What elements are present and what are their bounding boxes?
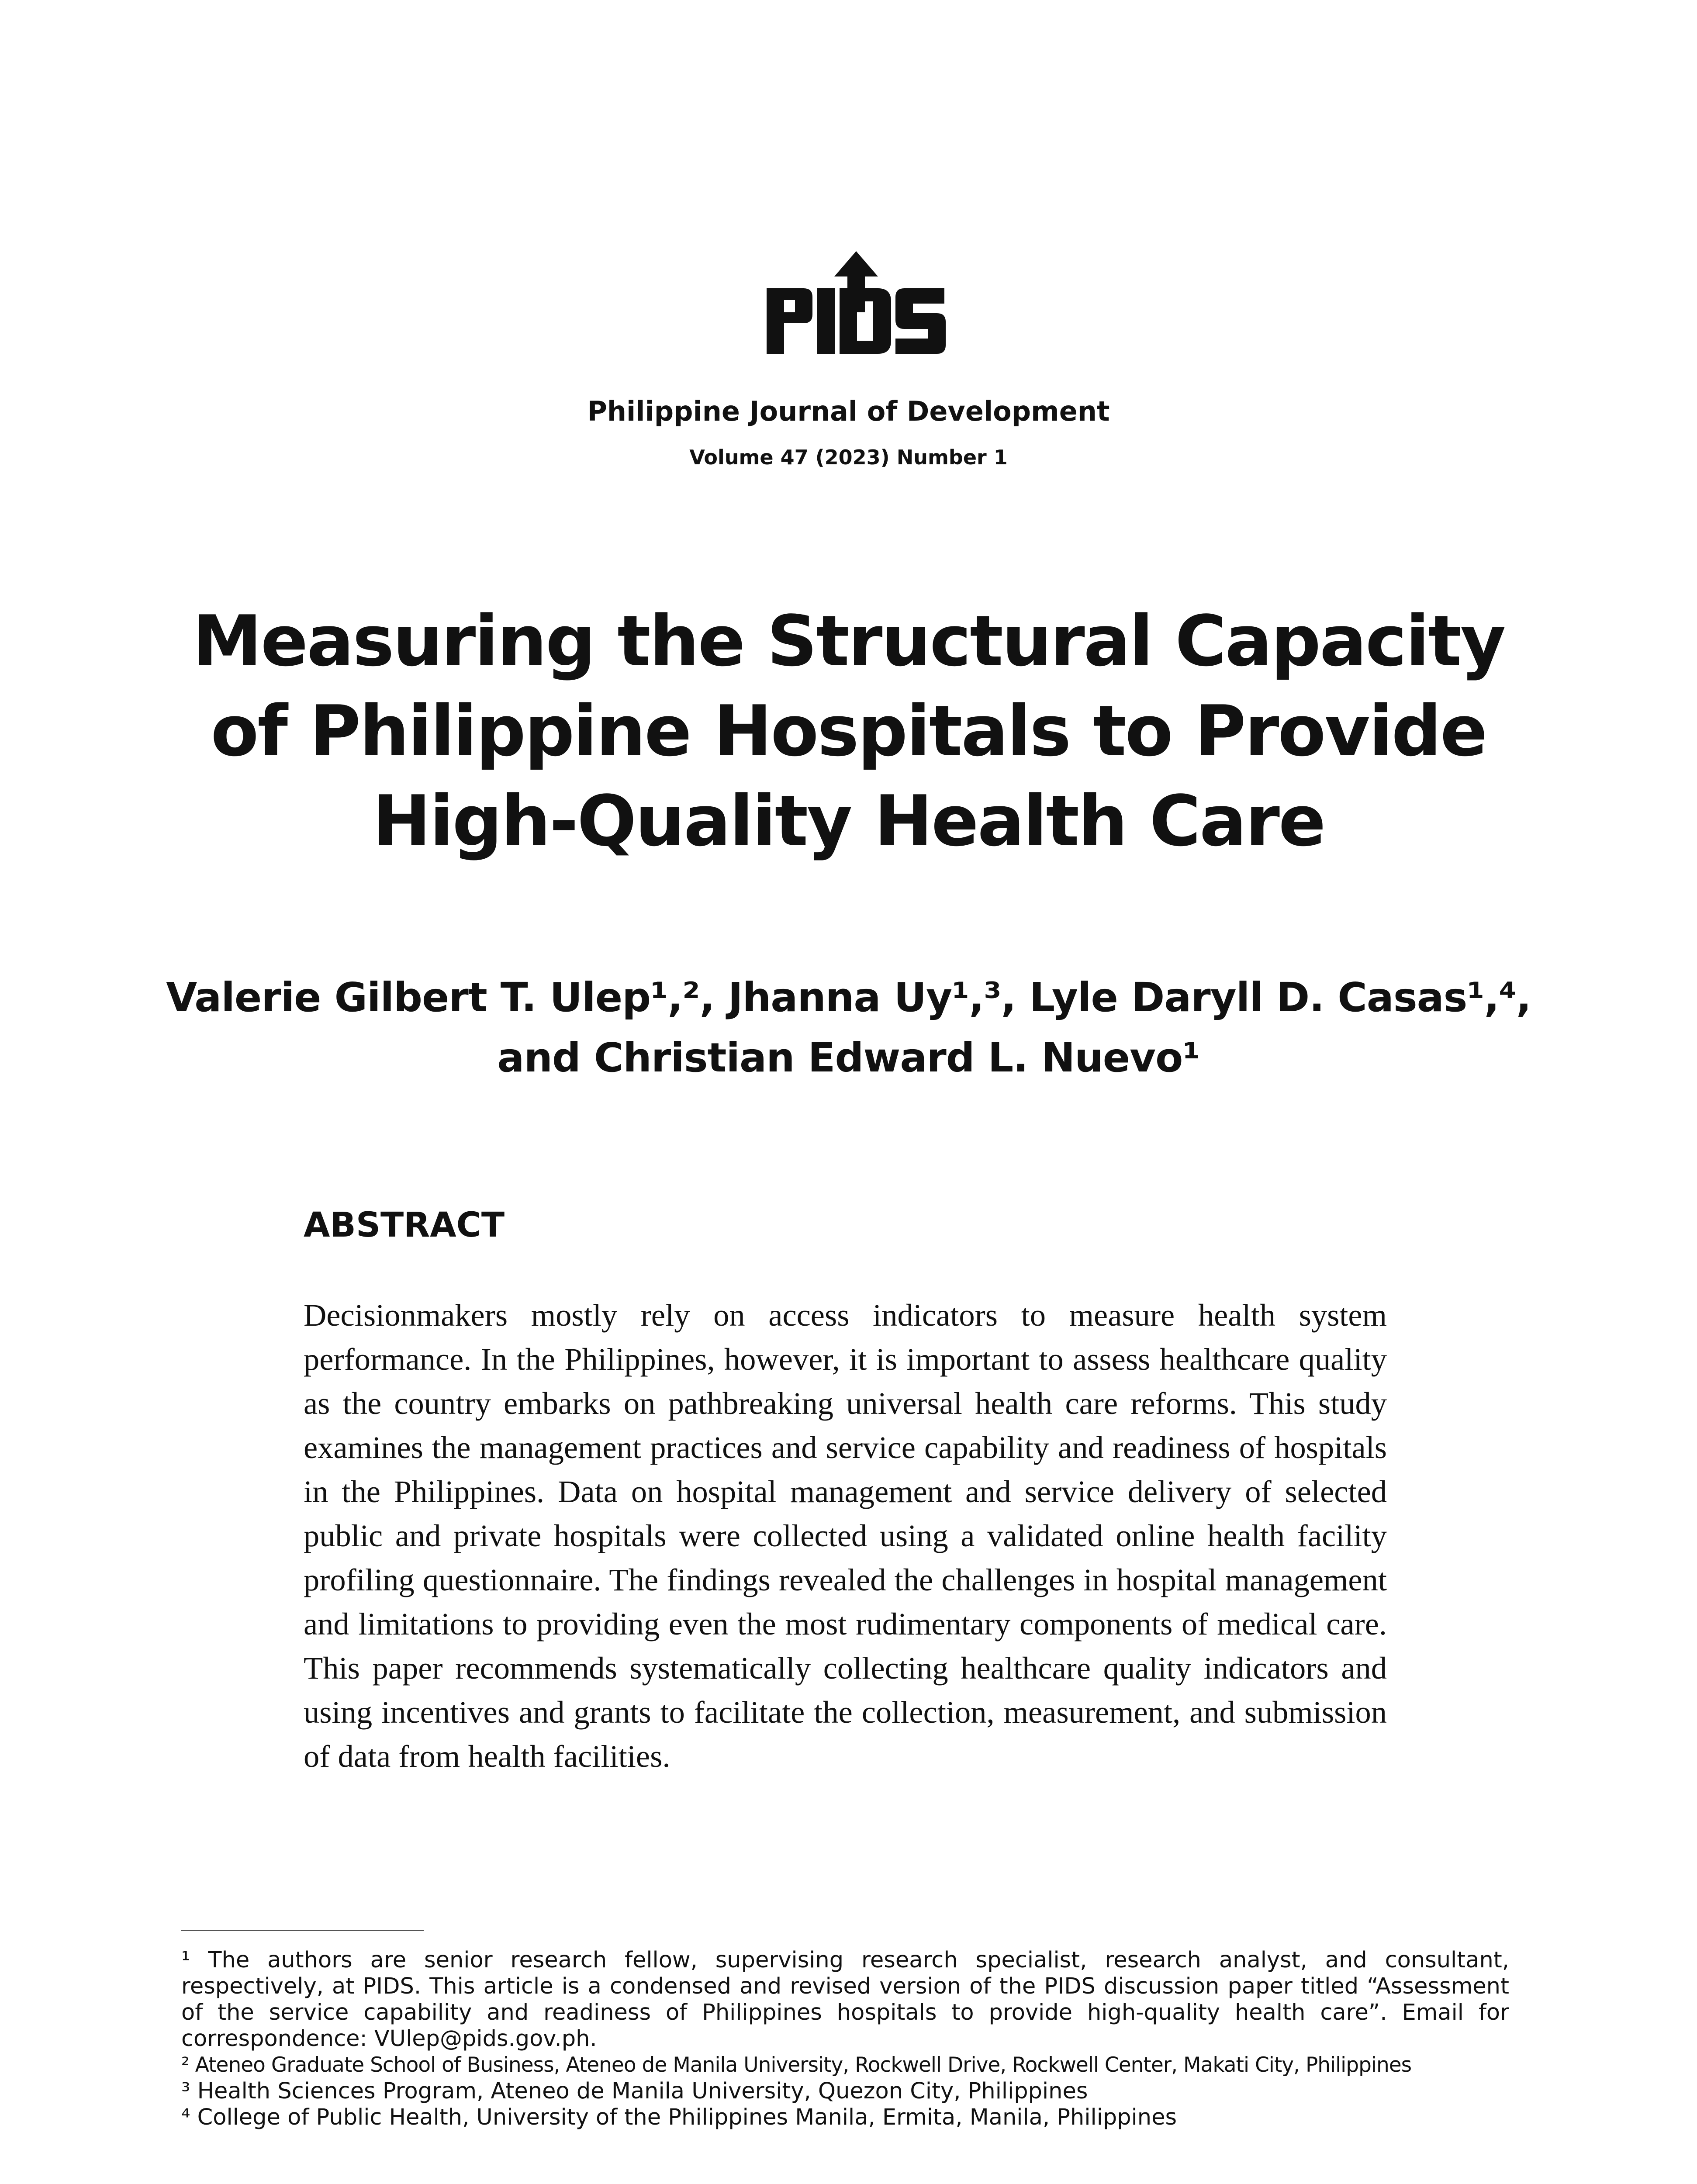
title-line: of Philippine Hospitals to Provide bbox=[211, 690, 1486, 772]
article-title bbox=[166, 596, 1531, 866]
title-line: Measuring the Structural Capacity bbox=[192, 600, 1505, 682]
footnotes bbox=[181, 1947, 1509, 2131]
title-line: High-Quality Health Care bbox=[372, 780, 1325, 862]
footnote-1: ¹ The authors are senior research fellow, supervising research specialist, research analyst, and consultant, respectively, at PIDS. This article is a condensed and revised version of the PIDS discussion paper titled “Assessment of the service capability and readiness of Philippines hospitals to provide high-quality health care”. Email for correspondence: VUlep@pids.gov.ph. bbox=[181, 1947, 1509, 2052]
footnote-divider bbox=[181, 1930, 424, 1931]
abstract-heading: ABSTRACT bbox=[304, 1206, 505, 1245]
journal-name: Philippine Journal of Development bbox=[587, 395, 1110, 427]
footnote-4: ⁴ College of Public Health, University of the Philippines Manila, Ermita, Manila, Philippines bbox=[181, 2105, 1177, 2130]
journal-volume: Volume 47 (2023) Number 1 bbox=[689, 446, 1008, 469]
pids-logo bbox=[764, 251, 948, 356]
author-line: and Christian Edward L. Nuevo¹ bbox=[497, 1034, 1200, 1081]
author-line: Valerie Gilbert T. Ulep¹,², Jhanna Uy¹,³, Lyle Daryll D. Casas¹,⁴, bbox=[166, 974, 1531, 1021]
author-list bbox=[131, 968, 1566, 1088]
footnote-3: ³ Health Sciences Program, Ateneo de Manila University, Quezon City, Philippines bbox=[181, 2078, 1088, 2104]
footnote-2: ² Ateneo Graduate School of Business, Ateneo de Manila University, Rockwell Drive, Rockwell Center, Makati City, Philippines bbox=[181, 2053, 1412, 2077]
abstract-body: Decisionmakers mostly rely on access indicators to measure health system performance. In the Philippines, however, it is important to assess healthcare quality as the country embarks on pathbreaking universal health care reforms. This study examines the management practices and service capability and readiness of hospitals in the Philippines. Data on hospital management and service delivery of selected public and private hospitals were collected using a validated online health facility profiling questionnaire. The findings revealed the challenges in hospital management and limitations to providing even the most rudimentary components of medical care. This paper recommends systematically collecting healthcare quality indicators and using incentives and grants to facilitate the collection, measurement, and submission of data from health facilities. bbox=[304, 1297, 1387, 1774]
